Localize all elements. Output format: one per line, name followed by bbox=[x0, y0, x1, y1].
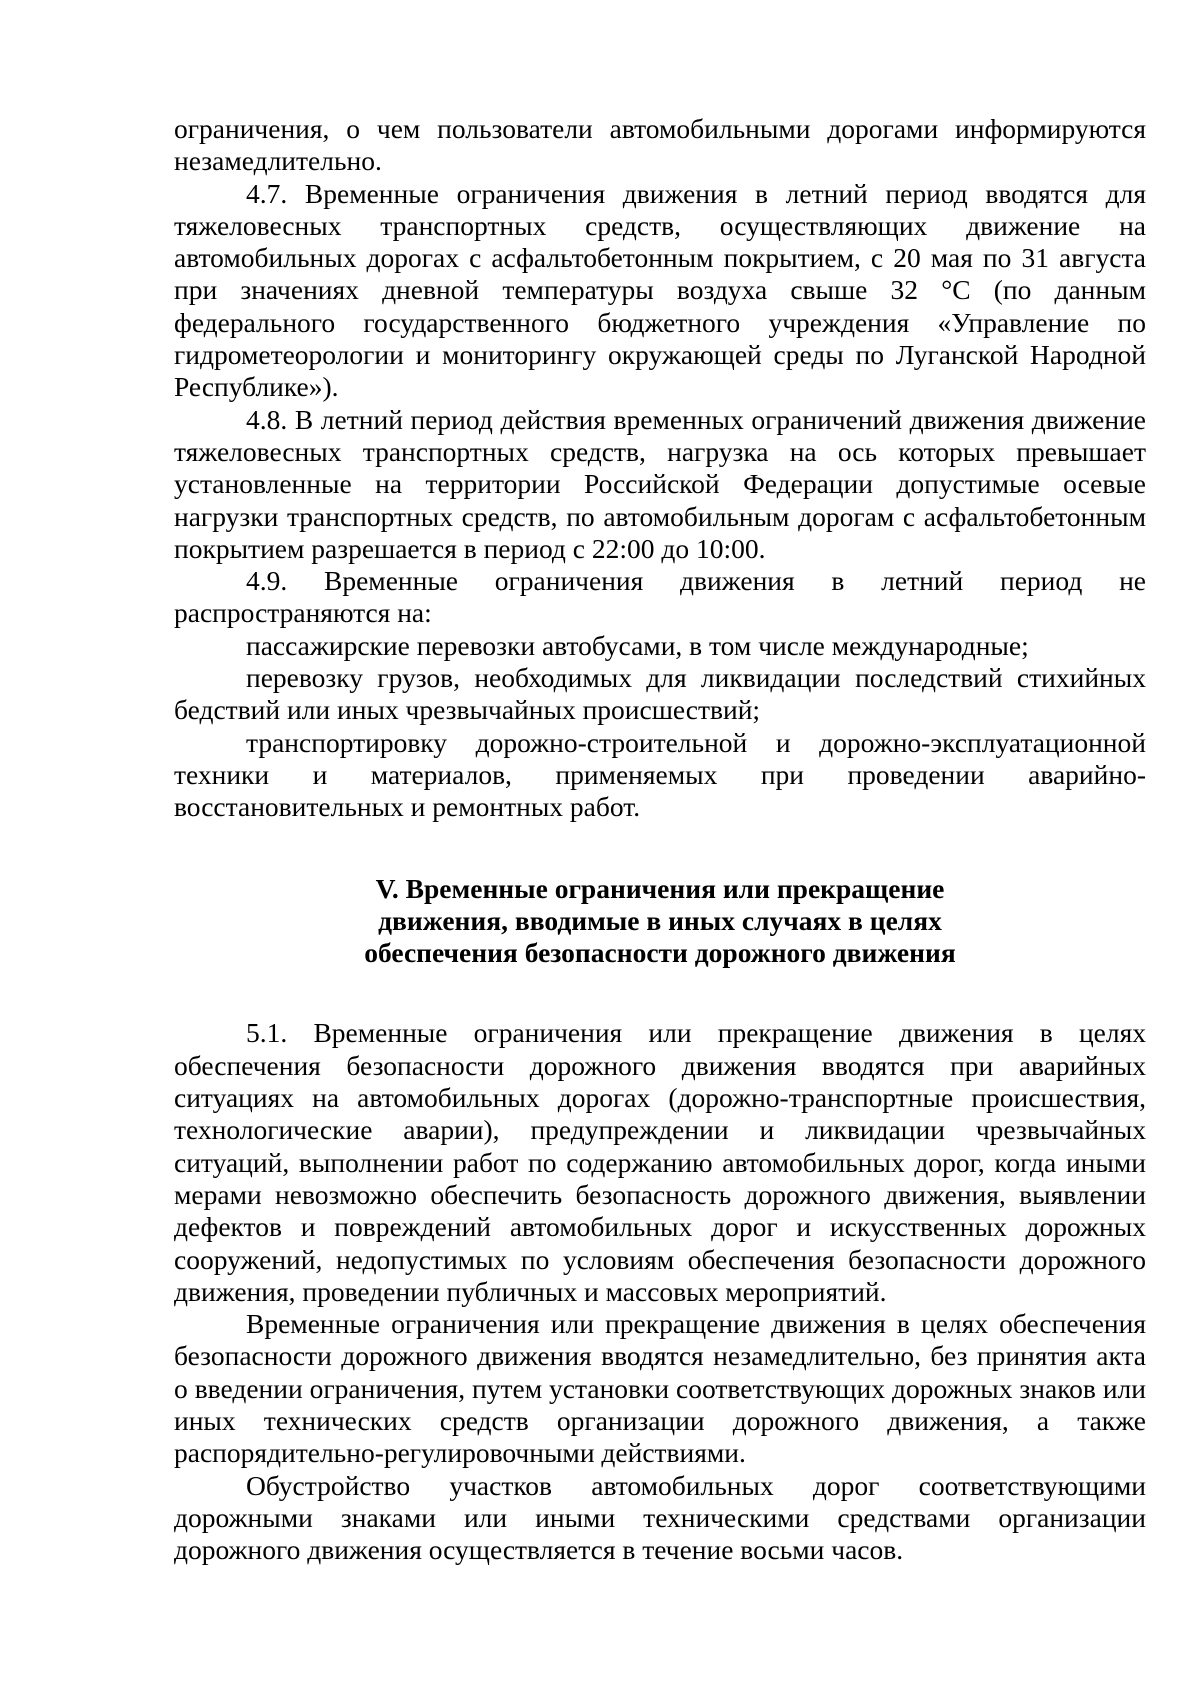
section-heading-line-2: движения, вводимые в иных случаях в целях bbox=[378, 904, 942, 936]
paragraph-5-1: 5.1. Временные ограничения или прекращение движения в целях обеспечения безопасности дорожного движения вводятся при аварийных ситуациях на автомобильных дорогах (дорожно-транспортные происшествия, технологические аварии), предупреждении и ликвидации чрезвычайных ситуаций, выполнении работ по содержанию автомобильных дорог, когда иными мерами невозможно обеспечить безопасность дорожного движения, выявлении дефектов и повреждений автомобильных дорог и искусственных дорожных сооружений, недопустимых по условиям обеспечения безопасности дорожного движения, проведении публичных и массовых мероприятий. bbox=[174, 1017, 1146, 1307]
paragraph-4-7: 4.7. Временные ограничения движения в летний период вводятся для тяжеловесных транспортных средств, осуществляющих движение на автомобильных дорогах с асфальтобетонным покрытием, с 20 мая по 31 августа при значениях дневной температуры воздуха свыше 32 °С (по данным федерального государственного бюджетного учреждения «Управление по гидрометеорологии и мониторингу окружающей среды по Луганской Народной Республике»). bbox=[174, 177, 1146, 403]
section-heading bbox=[174, 873, 1146, 970]
document-page bbox=[174, 113, 1146, 1566]
paragraph-continuation: ограничения, о чем пользователи автомобильными дорогами информируются незамедлительно. bbox=[174, 113, 1146, 177]
paragraph-5-1-immediate: Временные ограничения или прекращение движения в целях обеспечения безопасности дорожного движения вводятся незамедлительно, без принятия акта о введении ограничения, путем установки соответствующих дорожных знаков или иных технических средств организации дорожного движения, а также распорядительно-регулировочными действиями. bbox=[174, 1308, 1146, 1469]
section-heading-line-1: V. Временные ограничения или прекращение bbox=[375, 872, 945, 904]
paragraph-4-8: 4.8. В летний период действия временных ограничений движения движение тяжеловесных транспортных средств, нагрузка на ось которых превышает установленные на территории Российской Федерации допустимые осевые нагрузки транспортных средств, по автомобильным дорогам с асфальтобетонным покрытием разрешается в период с 22:00 до 10:00. bbox=[174, 403, 1146, 564]
paragraph-4-9: 4.9. Временные ограничения движения в летний период не распространяются на: bbox=[174, 565, 1146, 629]
list-item-road-equipment: транспортировку дорожно-строительной и дорожно-эксплуатационной техники и материалов, применяемых при проведении аварийно-восстановительных и ремонтных работ. bbox=[174, 726, 1146, 823]
paragraph-5-1-signage: Обустройство участков автомобильных дорог соответствующими дорожными знаками или иными техническими средствами организации дорожного движения осуществляется в течение восьми часов. bbox=[174, 1469, 1146, 1566]
list-item-cargo-transport: перевозку грузов, необходимых для ликвидации последствий стихийных бедствий или иных чрезвычайных происшествий; bbox=[174, 662, 1146, 726]
list-item-passenger-transport: пассажирские перевозки автобусами, в том числе международные; bbox=[246, 629, 1029, 661]
section-heading-line-3: обеспечения безопасности дорожного движения bbox=[364, 937, 956, 969]
